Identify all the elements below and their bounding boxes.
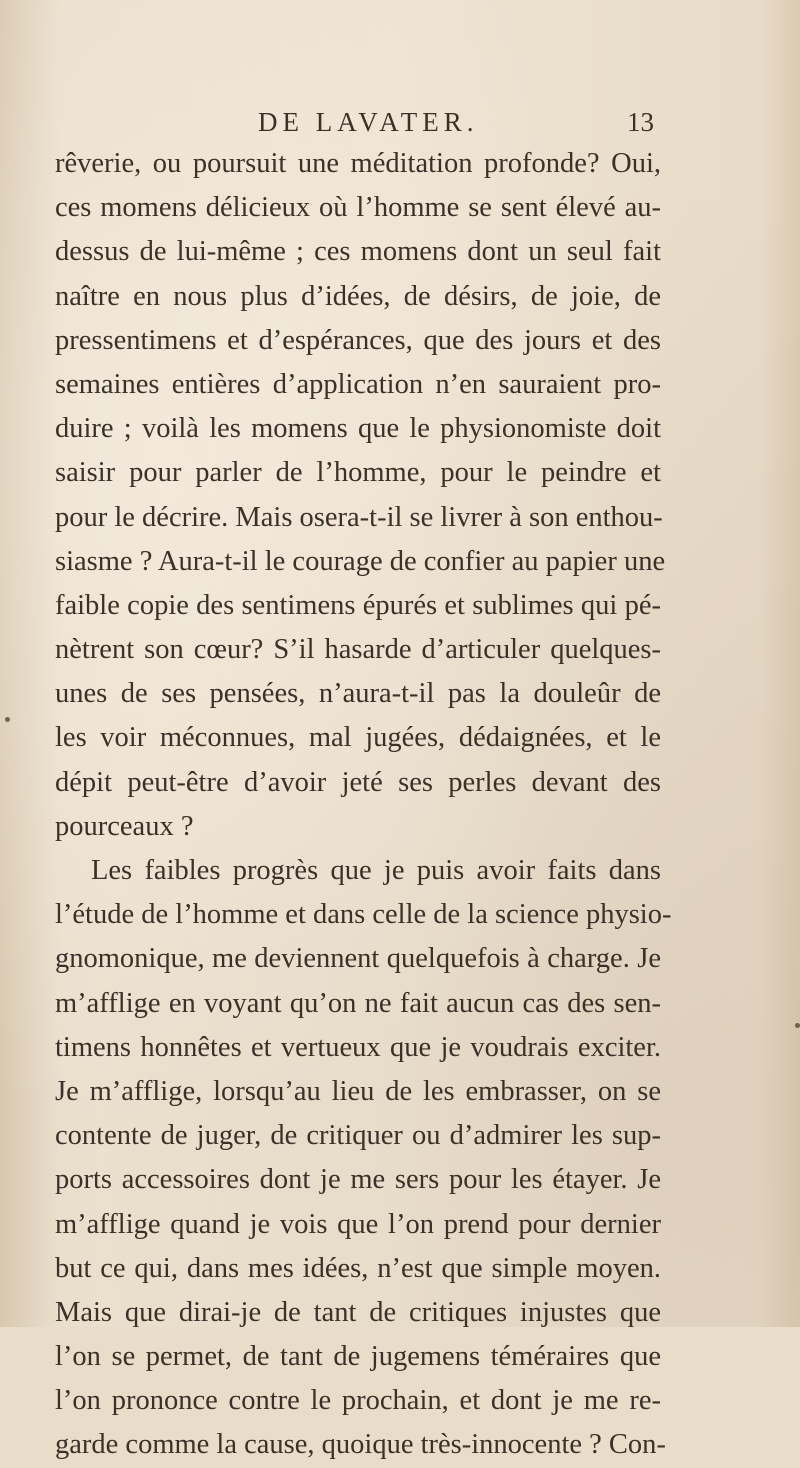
text-line: but ce qui, dans mes idées, n’est que simple moyen. [55, 1252, 661, 1284]
page-header [0, 107, 800, 147]
text-line: ports accessoires dont je me sers pour les étayer. Je [55, 1164, 661, 1196]
text-line: les voir méconnues, mal jugées, dédaignées, et le [55, 722, 661, 754]
paragraph-end-line: pourceaux ? [55, 810, 194, 842]
text-line: duire ; voilà les momens que le physionomiste doit [55, 413, 661, 445]
text-line: gnomonique, me deviennent quelquefois à charge. Je [55, 943, 661, 975]
text-line: l’on prononce contre le prochain, et dont je me re- [55, 1385, 661, 1417]
text-line: pour le décrire. Mais osera-t-il se livrer à son enthou- [55, 501, 663, 533]
foxing-spot [795, 1023, 800, 1028]
text-line: m’afflige en voyant qu’on ne fait aucun cas des sen- [55, 987, 661, 1019]
body-text [55, 142, 672, 1468]
text-line: timens honnêtes et vertueux que je voudrais exciter. [55, 1031, 661, 1063]
text-line: ces momens délicieux où l’homme se sent élevé au- [55, 192, 661, 224]
text-line: semaines entières d’application n’en sauraient pro- [55, 368, 661, 400]
text-line: pressentimens et d’espérances, que des jours et des [55, 324, 661, 356]
text-line: nètrent son cœur? S’il hasarde d’articuler quelques- [55, 634, 661, 666]
text-line: m’afflige quand je vois que l’on prend pour dernier [55, 1208, 661, 1240]
paragraph-start-line: Les faibles progrès que je puis avoir faits dans [91, 855, 661, 886]
text-line: dépit peut-être d’avoir jeté ses perles devant des [55, 766, 661, 798]
text-line: dessus de lui-même ; ces momens dont un seul fait [55, 236, 661, 268]
foxing-spot [5, 717, 10, 722]
text-line: rêverie, ou poursuit une méditation profonde? Oui, [55, 148, 661, 179]
text-line: unes de ses pensées, n’aura-t-il pas la douleûr de [55, 678, 661, 710]
text-line: Je m’afflige, lorsqu’au lieu de les embrasser, on se [55, 1075, 661, 1107]
text-line: Mais que dirai-je de tant de critiques injustes que [55, 1296, 661, 1328]
text-line: faible copie des sentimens épurés et sublimes qui pé- [55, 589, 661, 621]
text-line: l’étude de l’homme et dans celle de la science physio- [55, 899, 672, 931]
text-line: siasme ? Aura-t-il le courage de confier au papier une [55, 545, 666, 577]
text-line: naître en nous plus d’idées, de désirs, de joie, de [55, 280, 661, 312]
text-line: garde comme la cause, quoique très-innocente ? Con- [55, 1429, 666, 1461]
text-line: saisir pour parler de l’homme, pour le peindre et [55, 457, 661, 489]
page-number: 13 [627, 107, 654, 137]
text-line: contente de juger, de critiquer ou d’admirer les sup- [55, 1120, 661, 1152]
text-line: l’on se permet, de tant de jugemens téméraires que [55, 1341, 661, 1373]
running-title: DE LAVATER. [258, 107, 479, 137]
